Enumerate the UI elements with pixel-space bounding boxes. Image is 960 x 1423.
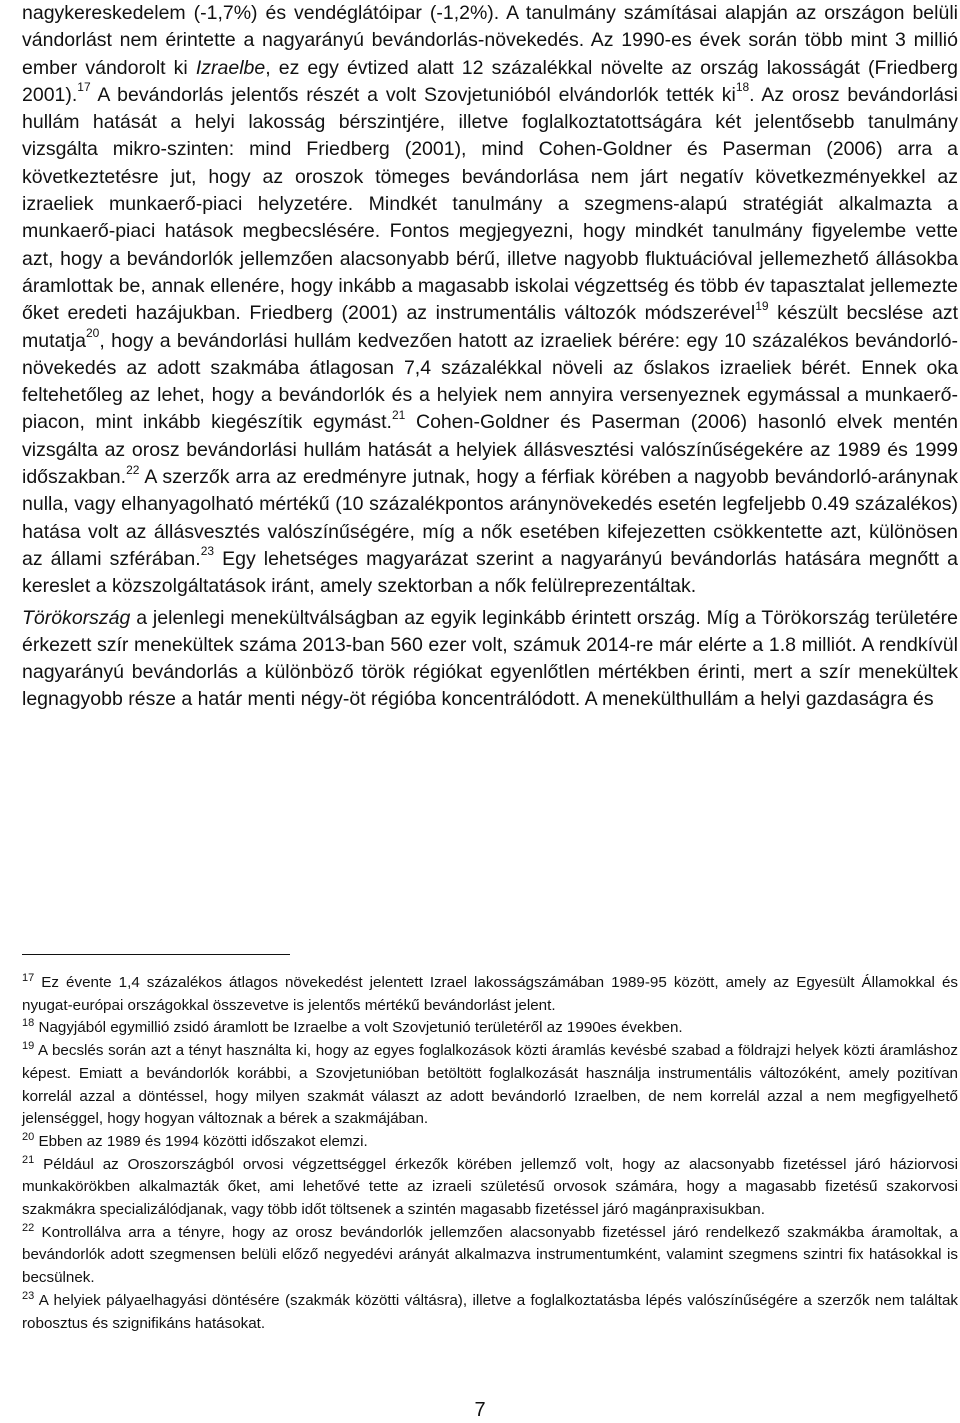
footnote-ref-20: 20 bbox=[85, 326, 100, 341]
footnote-text: Nagyjából egymillió zsidó áramlott be Izraelbe a volt Szovjetunió területéről az 1990es években. bbox=[34, 1019, 683, 1037]
footnote-text: Ebben az 1989 és 1994 közötti időszakot elemzi. bbox=[34, 1132, 368, 1150]
footnote-20 bbox=[22, 1131, 958, 1154]
footnote-21 bbox=[22, 1154, 958, 1222]
footnote-number: 18 bbox=[22, 1017, 35, 1030]
page-number: 7 bbox=[474, 1399, 486, 1421]
footnote-number: 17 bbox=[22, 971, 35, 984]
footnote-ref-18: 18 bbox=[735, 80, 750, 95]
footnote-22 bbox=[22, 1222, 958, 1290]
italic-country-name: Izraelbe bbox=[195, 56, 266, 79]
footnote-ref-21: 21 bbox=[391, 407, 406, 422]
footnote-ref-22: 22 bbox=[126, 462, 140, 477]
footnote-number: 22 bbox=[22, 1221, 35, 1234]
body-paragraph-israel bbox=[22, 0, 958, 601]
footnote-text: A helyiek pályaelhagyási döntésére (szakmák közötti váltásra), illetve a foglalkoztatásba lépés valószínűségére a szerzők nem találtak robosztus és szignifikáns hatásokat. bbox=[22, 1291, 958, 1332]
paragraph-text: Cohen-Goldner és Paserman (2006) hasonló elvek mentén vizsgálta az orosz bevándorlási hullám hatását a helyiek állásvesztési valószínűségekére az 1989 és 1999 időszakban. bbox=[22, 411, 958, 489]
footnote-text: Kontrollálva arra a tényre, hogy az orosz bevándorlók jellemzően alacsonyabb fizetéssel járó rendelkező szakmákba áramoltak, a bevándorlók adott szegmensen belüli előző negyedévi arányát alkalmazva instrumentumként, valamint szegmens szintri fix hatásokkal is becsülnek. bbox=[22, 1223, 958, 1287]
footnote-number: 23 bbox=[22, 1289, 35, 1302]
footnote-text: Ez évente 1,4 százalékos átlagos növekedést jelentett Izrael lakosságszámában 1989-95 között, amely az Egyesült Államokkal és nyugat-európai országokkal összevetve is jelentős mértékű bevándorlást jelent. bbox=[22, 974, 958, 1014]
paragraph-text: készült becslése azt mutatja bbox=[22, 302, 959, 352]
footnote-19 bbox=[22, 1040, 958, 1131]
footnotes bbox=[22, 972, 958, 1335]
footnote-text: Például az Oroszországból orvosi végzettséggel érkezők körében jellemző volt, hogy az alacsonyabb fizetéssel járó háziorvosi munkakörökben alkalmazták őket, ami lehetővé tette az izraeli születésű orvosok számára, hogy a magasabb fizetésű szakorvosi szakmákra specializálódjanak, vagy több időt töltsenek a szintén magasabb fizetéssel járó magánpraxisukban. bbox=[22, 1155, 958, 1219]
paragraph-text: A szerzők arra az eredményre jutnak, hogy a férfiak körében a nagyobb bevándorló-aránynak nulla, vagy elhanyagolható mértékű (10 százalékpontos aránynövekedés esetén legfeljebb 0.49 százalékos) hatása volt az állásvesztés valószínűségére, míg a nők esetében kifejezetten csökkentette azt, különösen az állami szférában. bbox=[22, 466, 958, 570]
footnote-ref-17: 17 bbox=[77, 80, 91, 95]
footnote-separator bbox=[22, 954, 290, 955]
footnote-number: 19 bbox=[22, 1040, 35, 1053]
body-paragraph-turkey bbox=[22, 605, 958, 714]
footnote-ref-19: 19 bbox=[755, 298, 769, 313]
paragraph-text: Egy lehetséges magyarázat szerint a nagyarányú bevándorlás hatására megnőtt a kereslet a közszolgáltatások iránt, amely szektorban a nők felülreprezentáltak. bbox=[22, 547, 958, 598]
paragraph-text: , hogy a bevándorlási hullám kedvezően hatott az izraeliek bérére: egy 10 százalékos bevándorló-növekedés az adott szakmába átlagosan 7,4 százalékkal növeli az őslakos izraeliek bérét. Ennek oka feltehetőleg az lehet, hogy a bevándorlók és a helyiek nem annyira versenyeznek egymással a munkaerő-piacon, mint inkább kiegészítik egymást. bbox=[22, 329, 958, 434]
footnote-number: 20 bbox=[22, 1130, 35, 1143]
footnote-17 bbox=[22, 972, 958, 1017]
footnote-23 bbox=[22, 1290, 958, 1335]
footnote-text: A becslés során azt a tényt használta ki, hogy az egyes foglalkozások közti áramlás kevésbé szabad a földrajzi helyek közti áramláshoz képest. Emiatt a bevándorlók korábbi, a Szovjetunióban betöltött foglalkozását használja instrumentális változóként, amely pozitívan korrelál azzal a döntéssel, hogy milyen szakmát választ az adott bevándorló Izraelben, de nem korrelál azzal a nem megfigyelhető jelenséggel, hogy hogyan változnak a bérek a szakmájában. bbox=[22, 1042, 958, 1128]
paragraph-text: a jelenlegi menekültválságban az egyik leginkább érintett ország. Míg a Törökország területére érkezett szír menekültek száma 2013-ban 560 ezer volt, számuk 2014-re már elérte a 1.8 milliót. A rendkívül nagyarányú bevándorlás a különböző török régiókat egyenlőtlen mértékben érinti, mert a szír menekültek legnagyobb része a határ menti négy-öt régióba koncentrálódott. A menekülthullám a helyi gazdaságra és bbox=[22, 606, 958, 711]
paragraph-text: , ez egy évtized alatt 12 százalékkal növelte az ország lakosságát (Friedberg 2001). bbox=[22, 56, 959, 106]
footnote-ref-23: 23 bbox=[200, 544, 215, 559]
paragraph-text: nagykereskedelem (-1,7%) és vendéglátóipar (-1,2%). A tanulmány számításai alapján az országon belüli vándorlást nem érintette a nagyarányú bevándorlás-növekedés. Az 1990-es évek során több mint 3 millió ember vándorolt ki bbox=[22, 2, 958, 79]
paragraph-text: A bevándorlás jelentős részét a volt Szovjetunióból elvándorlók tették ki bbox=[90, 83, 736, 106]
paragraph-text: . Az orosz bevándorlási hullám hatását a helyi lakosság bérszintjére, illetve foglalkoztatottságára két jelentősebb tanulmány vizsgálta mikro-szinten: mind Friedberg (2001), mind Cohen-Goldner és Paserman (2006) arra a következtetésre jut, hogy az oroszok tömeges bevándorlása nem járt negatív következményekkel az izraeliek munkaerő-piaci helyzetére. Mindkét tanulmány a szegmens-alapú stratégiát alkalmazta a munkaerő-piaci hatások megbecslésére. Fontos megjegyezni, hogy mindkét tanulmány figyelembe vette azt, hogy a bevándorlók jellemzően alacsonyabb bérű, illetve nagyobb fluktuációval jellemezhető állásokba áramlottak be, annak ellenére, hogy inkább a magasabb iskolai végzettség és több év tapasztalat jellemezte őket eredeti hazájukban. Friedberg (2001) az instrumentális változók módszerével bbox=[22, 83, 958, 325]
italic-country-name: Törökország bbox=[22, 606, 131, 629]
main-text bbox=[22, 0, 958, 714]
footnote-18 bbox=[22, 1017, 958, 1040]
footnote-number: 21 bbox=[22, 1153, 35, 1166]
